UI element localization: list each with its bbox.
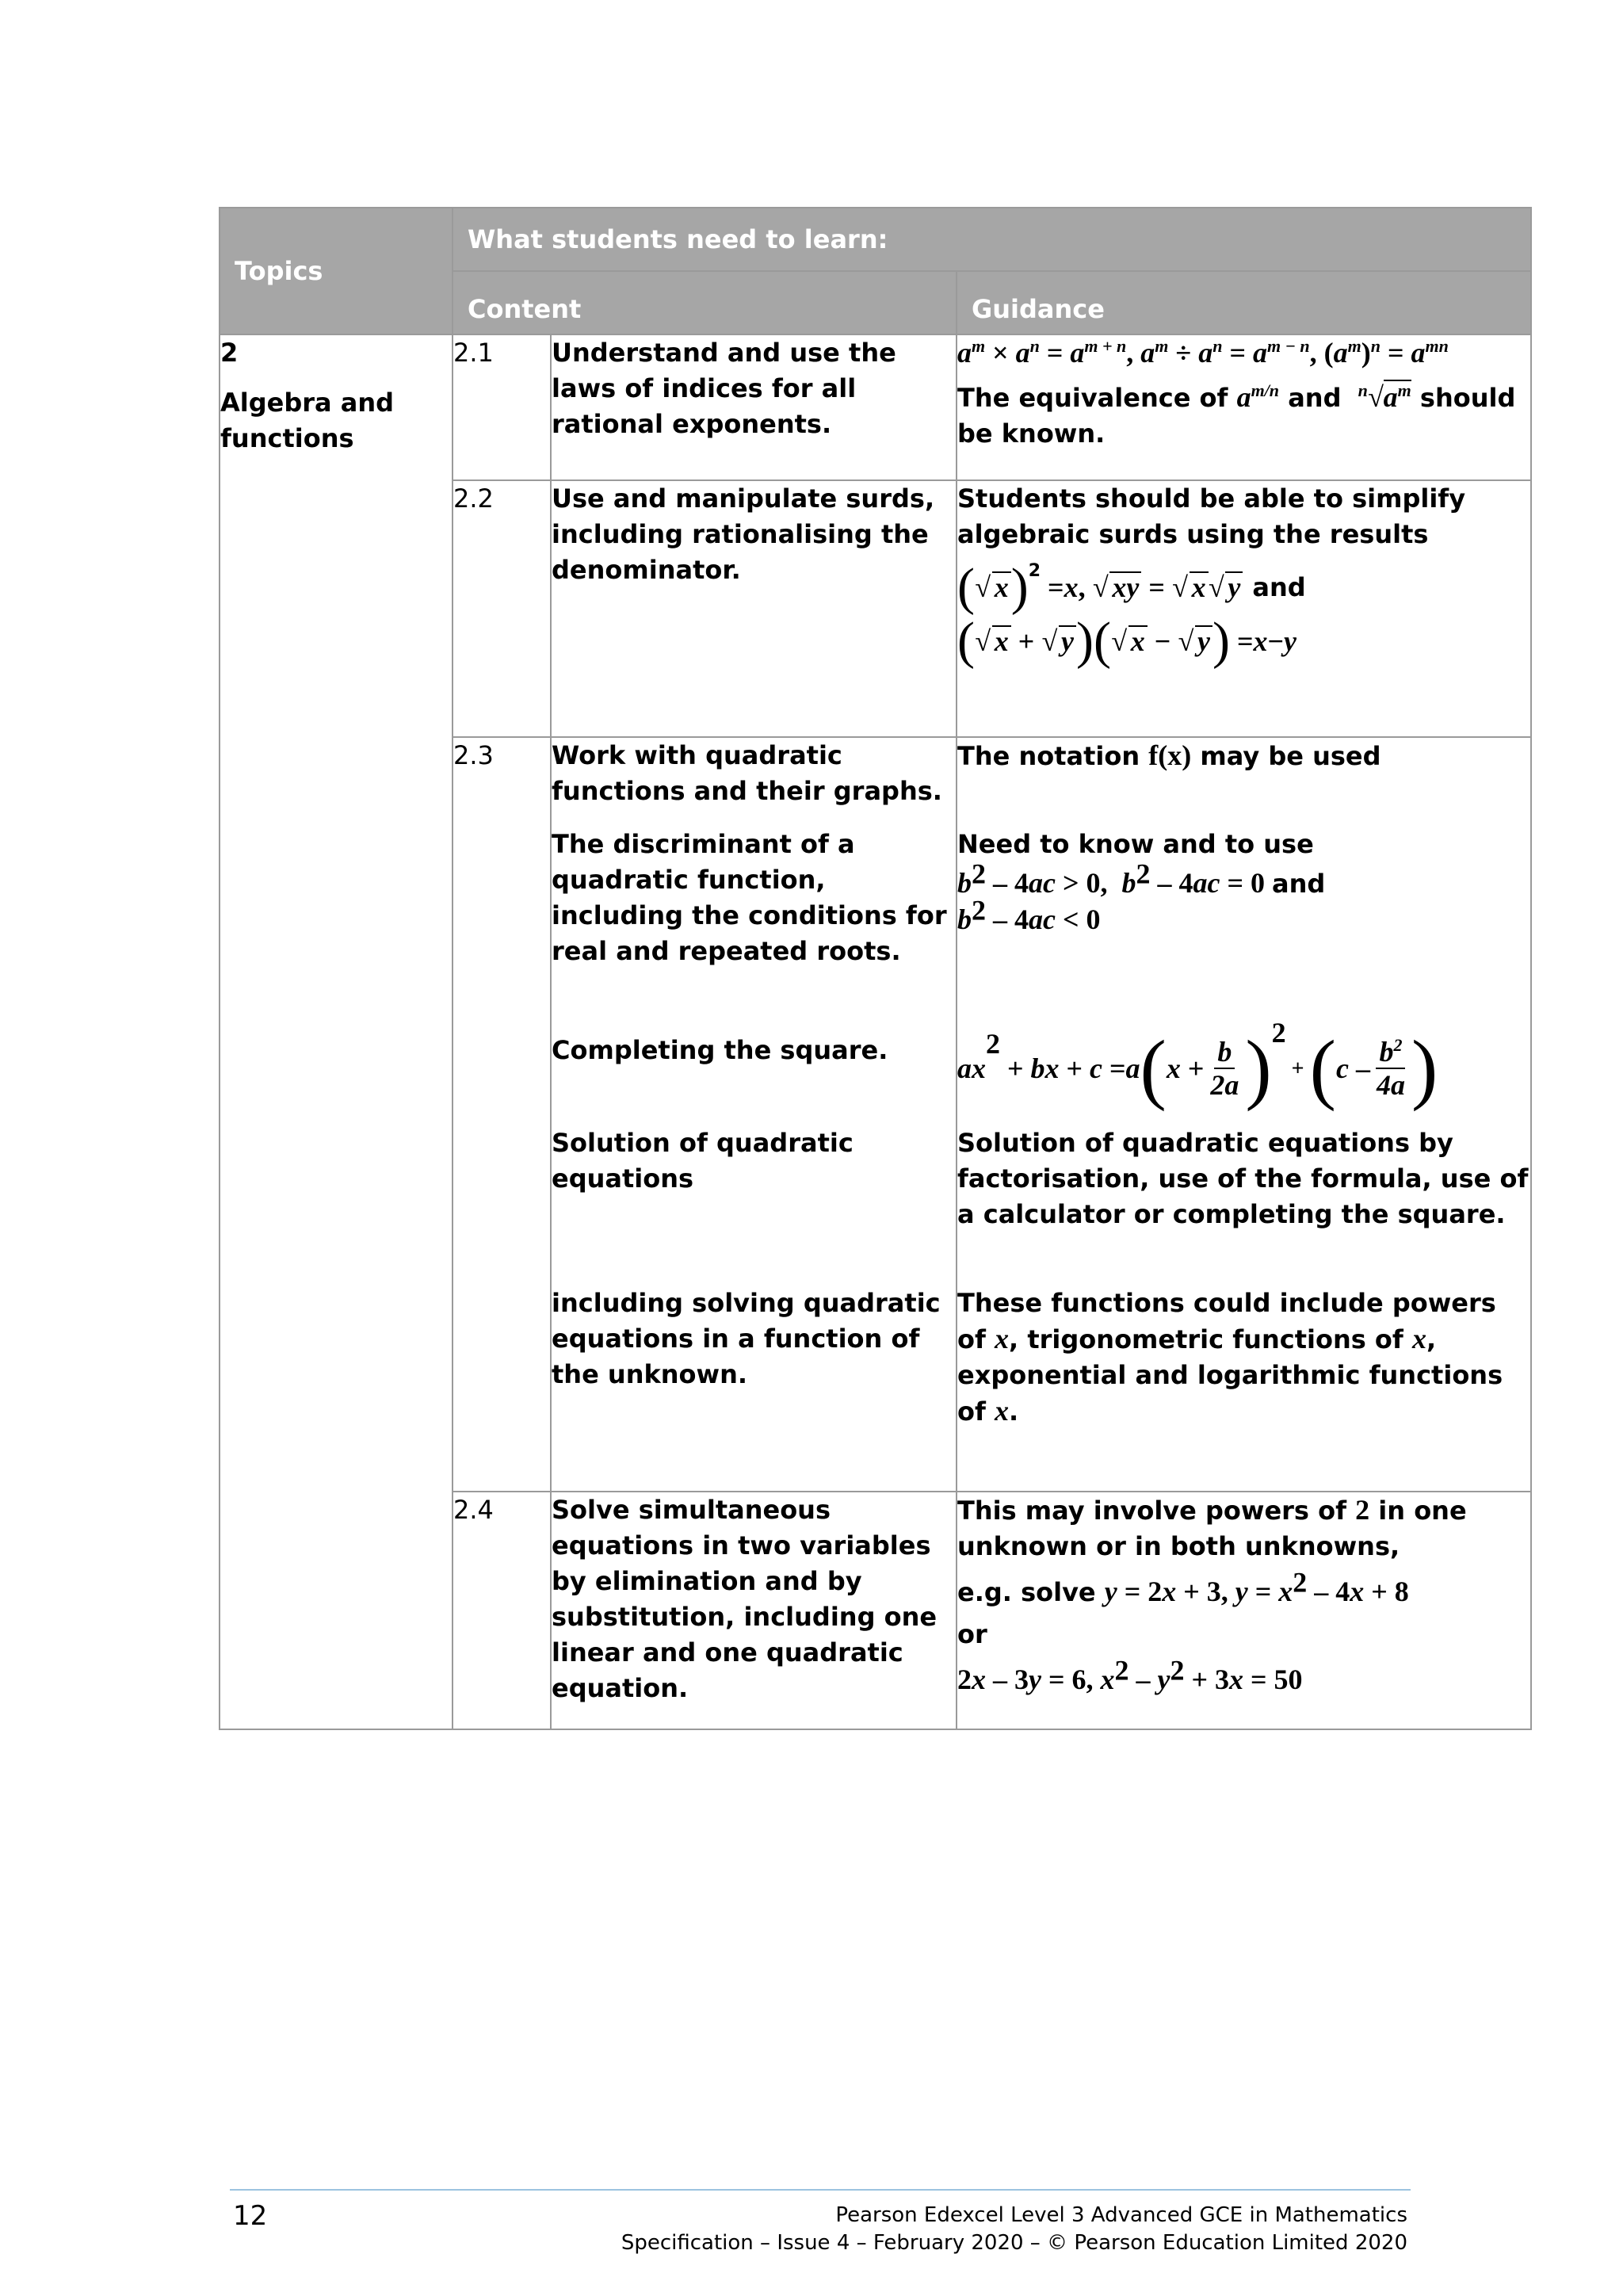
equivalence-and: and	[1288, 383, 1342, 413]
content-text: Understand and use the laws of indices for all rational exponents.	[552, 338, 896, 439]
equivalence-should: should be known.	[957, 383, 1516, 449]
simultaneous-example-1: e.g. solve y = 2x + 3, $y = x^2 - 4x + 8$	[957, 1566, 1409, 1607]
simultaneous-or: or	[957, 1619, 987, 1649]
topic-number: 2	[220, 338, 239, 368]
guidance-solution-methods: Solution of quadratic equations by factorisation, use of the formula, use of a calculator or completing the square.	[957, 1128, 1529, 1229]
row-number-text: 2.2	[453, 483, 494, 514]
topic-cell	[220, 334, 453, 1729]
header-what-students	[453, 208, 1531, 271]
function-types-b: , trigonometric functions of	[1009, 1324, 1403, 1354]
surds-formula-1: ( √ x ) 2 = x , √ xy = √ x√ y and	[957, 558, 1306, 616]
guidance-cell	[957, 1492, 1531, 1729]
content-function-of-unknown: including solving quadratic equations in a function of the unknown.	[552, 1288, 941, 1389]
function-types-x3: x	[995, 1395, 1010, 1427]
specification-table	[219, 207, 1532, 1730]
content-discriminant: The discriminant of a quadratic function, including the conditions for real and repeated roots.	[552, 829, 947, 966]
header-content-label: Content	[468, 294, 582, 324]
content-completing-square: Completing the square.	[552, 1035, 888, 1065]
guidance-discriminant	[957, 827, 1530, 1005]
simultaneous-intro	[957, 1492, 1530, 1564]
simultaneous-a: This may involve powers of	[957, 1496, 1347, 1526]
row-number	[453, 480, 551, 737]
footer-spec: Specification – Issue 4 – February 2020 – © Pearson Education Limited 2020	[621, 2231, 1407, 2255]
row-number-text: 2.4	[453, 1495, 494, 1525]
guidance-function-types	[957, 1286, 1530, 1430]
row-number-text: 2.1	[453, 338, 494, 368]
content-cell	[551, 737, 957, 1492]
content-text: Use and manipulate surds, including rationalising the denominator.	[552, 483, 935, 585]
table-row	[220, 334, 1531, 480]
guidance-cell	[957, 737, 1531, 1492]
function-types-c: , exponential and logarithmic functions of	[957, 1324, 1503, 1427]
surds-and: and	[1252, 571, 1306, 602]
header-content	[453, 271, 957, 334]
row-number-text: 2.3	[453, 740, 494, 770]
eg-solve: e.g. solve	[957, 1577, 1096, 1607]
content-quadratic-functions: Work with quadratic functions and their graphs.	[552, 740, 942, 806]
need-to-know: Need to know and to use	[957, 829, 1314, 859]
page-number: 12	[233, 2200, 268, 2232]
surds-formula-2: ( √ x + √ y ) ( √ x − √ y ) = x − y	[957, 612, 1297, 670]
header-topics	[220, 208, 453, 334]
content-text: Solve simultaneous equations in two variables by elimination and by substitution, including one linear and one quadratic equation.	[552, 1495, 938, 1703]
discriminant-and: and	[1272, 869, 1326, 899]
guidance-cell	[957, 334, 1531, 480]
function-types-end: .	[1009, 1396, 1019, 1427]
function-types-a: These functions could include powers of	[957, 1288, 1496, 1354]
simultaneous-example-2: 2x – 3y = 6, $x^2 - y^2 + 3x = 50$	[957, 1654, 1303, 1695]
row-number	[453, 1492, 551, 1729]
simultaneous-two: 2	[1355, 1494, 1370, 1526]
notation-suffix: may be used	[1200, 741, 1381, 771]
guidance-cell	[957, 480, 1531, 737]
discriminant-conditions: $b^2 - 4ac > 0$, $b^2 - 4ac = 0$ and $b^2 - 4ac < 0$	[957, 858, 1326, 935]
notation-prefix: The notation	[957, 741, 1140, 771]
simultaneous-b: in one unknown or in both unknowns,	[957, 1496, 1467, 1561]
indices-laws-formula: $a^m \times a^n = a^{m + n}$, $a^m \div a^n = a^{m - n}$, $(a^m)^n = a^{mn}$	[957, 336, 1449, 369]
header-what-students-label: What students need to learn:	[468, 223, 888, 254]
content-cell	[551, 480, 957, 737]
function-types-x2: x	[1411, 1323, 1426, 1354]
content-cell	[551, 334, 957, 480]
surds-text: Students should be able to simplify algebraic surds using the results	[957, 483, 1466, 549]
guidance-notation	[957, 738, 1530, 809]
header-guidance-label: Guidance	[972, 294, 1105, 324]
content-solution-quadratic: Solution of quadratic equations	[552, 1128, 854, 1194]
row-number	[453, 334, 551, 480]
header-topics-label: Topics	[235, 255, 323, 286]
function-types-x1: x	[995, 1323, 1010, 1354]
row-number	[453, 737, 551, 1492]
equivalence-prefix: The equivalence of	[957, 383, 1228, 413]
notation-fx: f(x)	[1148, 739, 1192, 771]
equivalence-line: The equivalence of $a^{m/n}$ and $^n√a^m$ should be known.	[957, 380, 1516, 449]
completing-square-formula: ax 2 + bx + c = a ( x + $\frac{b}{2a}$ ) 2 + ( c – $\frac{b^2}{4a}$ )	[957, 1017, 1438, 1112]
footer-divider	[230, 2189, 1411, 2191]
header-guidance	[957, 271, 1531, 334]
footer-title: Pearson Edexcel Level 3 Advanced GCE in Mathematics	[835, 2203, 1407, 2227]
content-cell	[551, 1492, 957, 1729]
topic-name: Algebra and functions	[220, 388, 395, 453]
